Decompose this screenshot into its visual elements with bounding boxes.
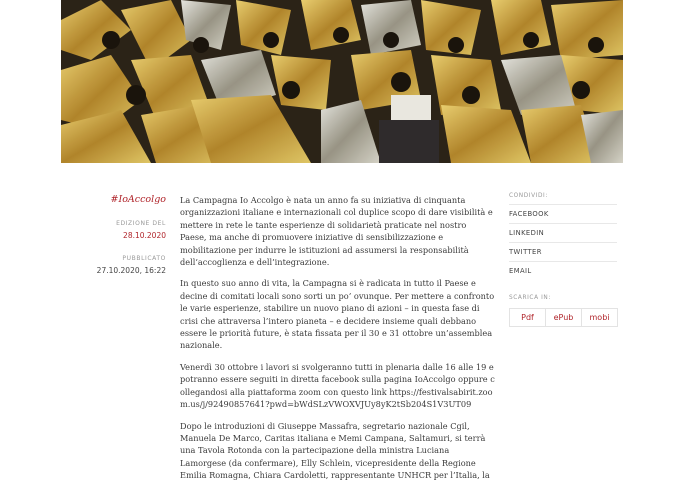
edition-label: EDIZIONE DEL bbox=[116, 220, 166, 227]
download-label: SCARICA IN: bbox=[509, 295, 551, 301]
share-email-link[interactable]: EMAIL bbox=[509, 267, 532, 275]
download-epub-button[interactable]: ePub bbox=[545, 308, 582, 327]
published-label: PUBBLICATO bbox=[122, 255, 166, 262]
share-linkedin-link[interactable]: LINKEDIN bbox=[509, 224, 617, 243]
article-meta bbox=[61, 194, 166, 275]
photo-crowd-thermal-blankets-icon bbox=[61, 0, 623, 163]
hero-image bbox=[61, 0, 623, 163]
article-paragraph-4: Dopo le introduzioni di Giuseppe Massafra, segretario nazionale Cgil, Manuela De Marco, Caritas italiana e Memi Campana, Saltamuri, si terrà una Tavola Rotonda con la partecipazione della ministra Luciana Lamorgese (da confermare), Elly Schlein, vicepresidente della Regione Emilia Romagna, Chiara Cardoletti, rappresentante UNHCR per l’Italia, la bbox=[180, 420, 490, 481]
share-facebook-link[interactable]: FACEBOOK bbox=[509, 204, 617, 224]
article-sidebar bbox=[509, 193, 617, 327]
edition-date[interactable]: 28.10.2020 bbox=[123, 231, 166, 240]
article-body bbox=[180, 194, 495, 491]
download-buttons bbox=[509, 308, 617, 327]
download-mobi-button[interactable]: mobi bbox=[581, 308, 618, 327]
article-paragraph-2: In questo suo anno di vita, la Campagna si è radicata in tutto il Paese e decine di comitati locali sono sorti un po’ ovunque. Per mettere a confronto le varie esperienze, stabilire un nuovo piano di azioni – in questa fase di crisi che attraversa l’intero pianeta – e decidere insieme quali debbano essere le priorità future, è stata fissata per il 30 e 31 ottobre un’assemblea nazionale. bbox=[180, 278, 495, 351]
share-twitter-link[interactable]: TWITTER bbox=[509, 243, 617, 262]
share-label: CONDIVIDI: bbox=[509, 193, 548, 199]
download-pdf-button[interactable]: Pdf bbox=[509, 308, 546, 327]
article-paragraph-1: La Campagna Io Accolgo è nata un anno fa su iniziativa di cinquanta organizzazioni italiane e internazionali col duplice scopo di dare visibilità e mettere in rete le tante esperienze di solidarietà praticate nel nostro Paese, ma anche di promuovere iniziative di sensibilizzazione e mobilitazione per indurre le istituzioni ad assumersi la responsabilità dell’accoglienza e dell’integrazione. bbox=[180, 195, 493, 268]
article-tag[interactable]: #IoAccolgo bbox=[110, 194, 166, 205]
published-date: 27.10.2020, 16:22 bbox=[96, 266, 166, 275]
article-paragraph-3: Venerdì 30 ottobre i lavori si svolgeranno tutti in plenaria dalle 16 alle 19 e potranno essere seguiti in diretta facebook sulla pagina IoAccolgo oppure collegandosi alla piattaforma zoom con questo link https://festivalsabirit.zoom.us/j/92490857641?pwd=bWdSLzVWOXVJUy8yK2tSb204S1V3UT09 bbox=[180, 361, 495, 410]
